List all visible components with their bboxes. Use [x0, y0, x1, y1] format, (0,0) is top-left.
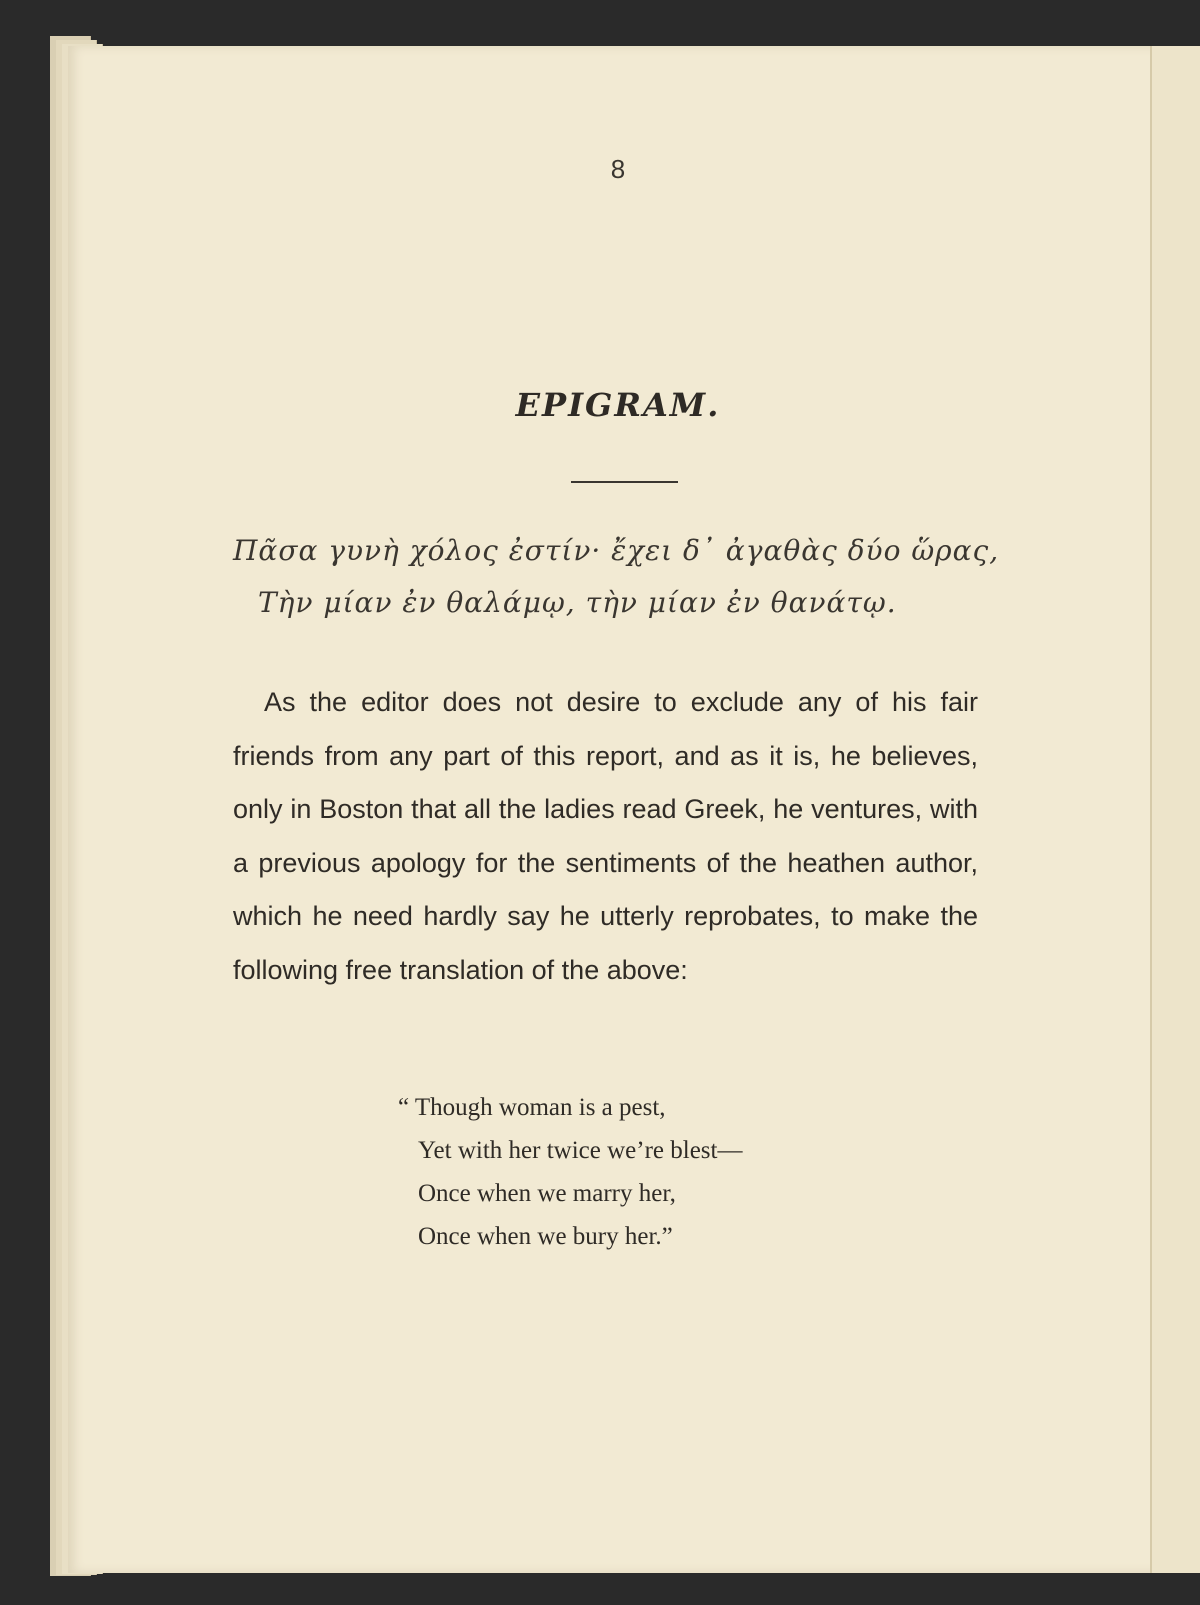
poem-line-1: “ Though woman is a pest,: [398, 1094, 666, 1121]
page-number: 8: [610, 154, 626, 184]
greek-line-2: Τὴν μίαν ἐν θαλάμῳ, τὴν μίαν ἐν θανάτῳ.: [258, 586, 897, 619]
poem-line-2: Yet with her twice we’re blest—: [418, 1137, 743, 1164]
facing-page: [1150, 46, 1200, 1573]
title-rule: [571, 481, 678, 483]
book-page: [68, 46, 1168, 1573]
body-text: [233, 676, 978, 997]
poem-line-3: Once when we marry her,: [418, 1180, 676, 1207]
page-title: EPIGRAM.: [515, 386, 721, 424]
body-paragraph: As the editor does not desire to exclude any of his fair friends from any part of this report, and as it is, he believes, only in Boston that all the ladies read Greek, he ventures, with a previous apology for the sentiments of the heathen author, which he need hardly say he utterly reprobates, to make the following free translation of the above:: [233, 687, 978, 985]
greek-line-1: Πᾶσα γυνὴ χόλος ἐστίν· ἔχει δ᾽ ἀγαθὰς δύο ὥρας,: [233, 534, 1000, 567]
poem-line-4: Once when we bury her.”: [418, 1223, 673, 1250]
poem: [398, 1086, 742, 1258]
